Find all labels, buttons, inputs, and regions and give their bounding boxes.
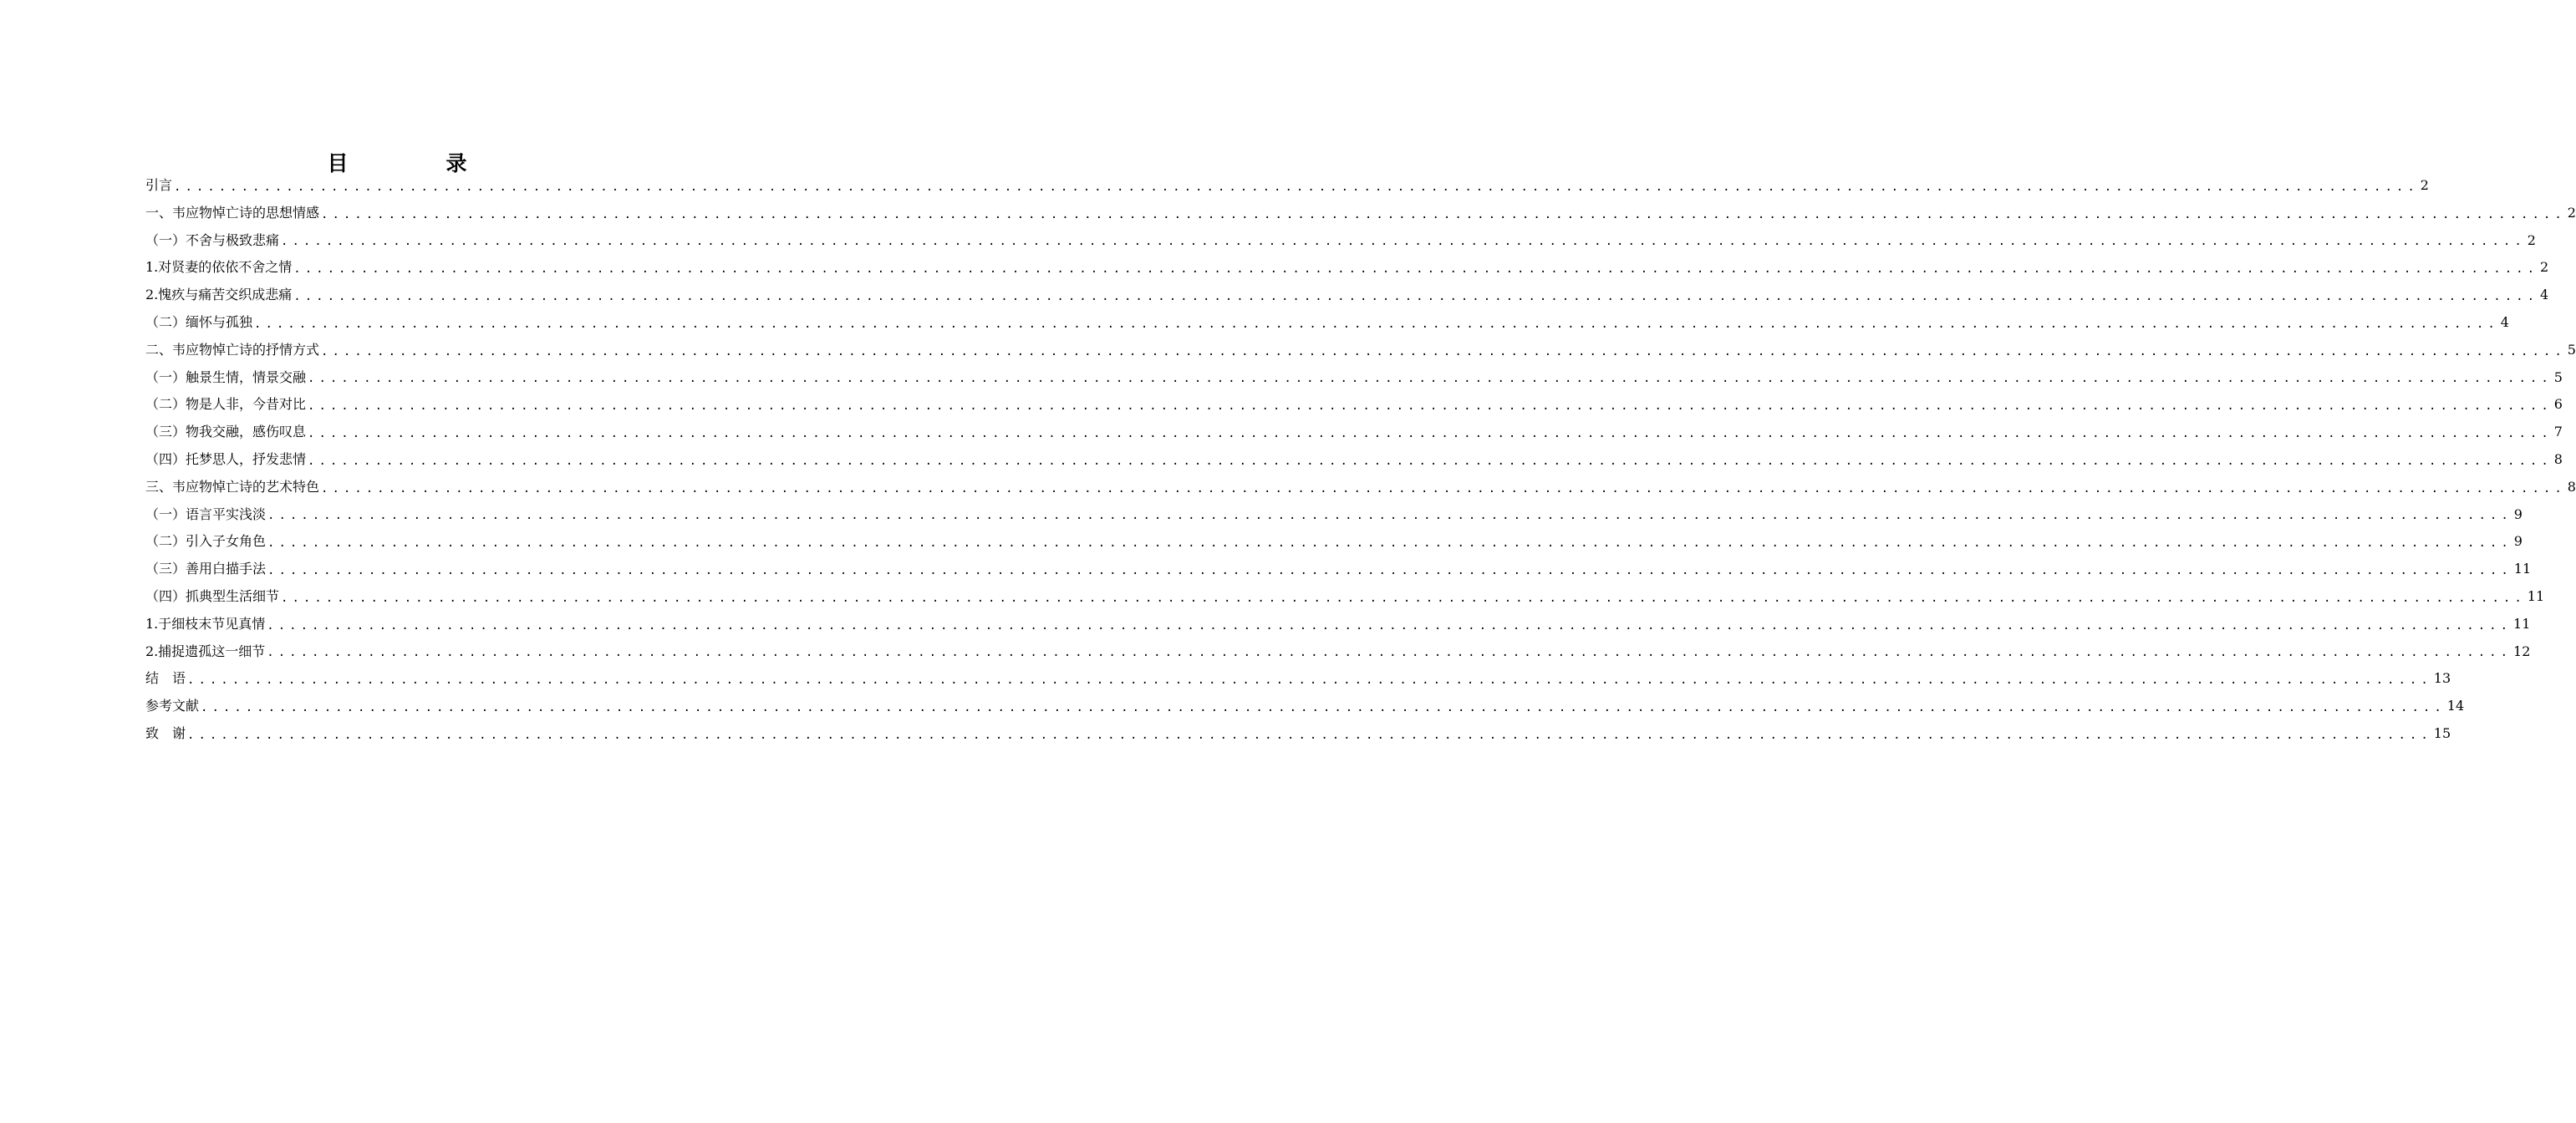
toc-dot-leader: ........................................................................................................................................................................................................ <box>281 235 2526 249</box>
toc-entry-page: 7 <box>2553 424 2563 440</box>
page-title: 目 录 <box>327 151 506 175</box>
toc-entry[interactable] <box>145 419 2563 446</box>
toc-entry[interactable] <box>145 611 2531 638</box>
toc-entry-page: 11 <box>2513 615 2531 632</box>
toc-entry-label: （一）触景生情，情景交融 <box>145 368 307 385</box>
toc-entry[interactable] <box>145 474 2576 501</box>
toc-dot-leader: ........................................................................................................................................................................................................ <box>321 481 2566 495</box>
toc-entry-label: 结 语 <box>145 670 186 687</box>
toc-entry-label: 参考文献 <box>145 698 200 714</box>
toc-entry[interactable] <box>145 309 2509 337</box>
toc-entry-page: 12 <box>2513 643 2531 659</box>
toc-entry-page: 6 <box>2553 396 2563 413</box>
toc-dot-leader: ........................................................................................................................................................................................................ <box>308 399 2553 414</box>
toc-entry-page: 15 <box>2433 724 2451 741</box>
toc-entry[interactable] <box>145 446 2563 474</box>
toc-dot-leader: ........................................................................................................................................................................................................ <box>308 372 2553 386</box>
toc-entry[interactable] <box>145 254 2549 282</box>
toc-dot-leader: ........................................................................................................................................................................................................ <box>267 618 2512 633</box>
toc-entry-label: 一、韦应物悼亡诗的思想情感 <box>145 204 320 221</box>
toc-entry-label: （二）引入子女角色 <box>145 533 267 550</box>
toc-entry-page: 5 <box>2567 341 2576 358</box>
toc-entry-page: 5 <box>2553 368 2563 385</box>
toc-entry-page: 2 <box>2527 231 2536 248</box>
toc-entry[interactable] <box>145 200 2576 227</box>
toc-dot-leader: ........................................................................................................................................................................................................ <box>254 317 2499 331</box>
toc-entry-label: 2.愧疚与痛苦交织成悲痛 <box>145 287 293 303</box>
table-of-contents <box>145 172 2576 748</box>
toc-entry[interactable] <box>145 501 2523 529</box>
toc-entry-page: 2 <box>2567 204 2576 221</box>
toc-entry-label: （三）善用白描手法 <box>145 561 267 577</box>
toc-entry-page: 8 <box>2567 478 2576 495</box>
toc-entry-label: （二）物是人非，今昔对比 <box>145 396 307 413</box>
toc-entry-label: （一）不舍与极致悲痛 <box>145 231 280 248</box>
toc-entry-label: （一）语言平实浅淡 <box>145 506 267 522</box>
toc-entry-label: 三、韦应物悼亡诗的艺术特色 <box>145 478 320 495</box>
toc-entry[interactable] <box>145 227 2536 255</box>
toc-entry[interactable] <box>145 556 2532 583</box>
toc-entry[interactable] <box>145 364 2563 392</box>
toc-entry-page: 2 <box>2540 259 2549 276</box>
toc-entry[interactable] <box>145 172 2429 200</box>
toc-dot-leader: ........................................................................................................................................................................................................ <box>321 344 2566 358</box>
toc-dot-leader: ........................................................................................................................................................................................................ <box>174 180 2419 194</box>
toc-dot-leader: ........................................................................................................................................................................................................ <box>267 646 2512 660</box>
toc-dot-leader: ........................................................................................................................................................................................................ <box>293 262 2539 277</box>
toc-dot-leader: ........................................................................................................................................................................................................ <box>293 289 2539 303</box>
toc-entry-page: 4 <box>2500 313 2509 330</box>
toc-entry[interactable] <box>145 583 2545 611</box>
toc-dot-leader: ........................................................................................................................................................................................................ <box>267 536 2512 551</box>
toc-entry[interactable] <box>145 528 2523 556</box>
toc-entry-label: 1.于细枝末节见真情 <box>145 615 266 632</box>
toc-entry-label: 2.捕捉遗孤这一细节 <box>145 643 266 659</box>
toc-dot-leader: ........................................................................................................................................................................................................ <box>308 454 2553 468</box>
toc-entry-page: 14 <box>2446 698 2465 714</box>
toc-dot-leader: ........................................................................................................................................................................................................ <box>187 673 2432 688</box>
toc-dot-leader: ........................................................................................................................................................................................................ <box>321 207 2566 221</box>
toc-dot-leader: ........................................................................................................................................................................................................ <box>308 426 2553 440</box>
toc-entry-page: 2 <box>2420 177 2429 193</box>
toc-entry-label: 二、韦应物悼亡诗的抒情方式 <box>145 341 320 358</box>
toc-entry-page: 11 <box>2527 587 2545 604</box>
toc-entry-page: 8 <box>2553 450 2563 467</box>
toc-entry-page: 4 <box>2540 287 2549 303</box>
toc-dot-leader: ........................................................................................................................................................................................................ <box>187 728 2432 742</box>
toc-entry-label: （四）抓典型生活细节 <box>145 587 280 604</box>
toc-entry-label: 1.对贤妻的依依不舍之情 <box>145 259 293 276</box>
toc-entry[interactable] <box>145 638 2531 666</box>
toc-entry[interactable] <box>145 665 2451 693</box>
toc-entry-page: 9 <box>2513 506 2523 522</box>
toc-entry[interactable] <box>145 337 2576 364</box>
toc-entry[interactable] <box>145 391 2563 419</box>
toc-dot-leader: ........................................................................................................................................................................................................ <box>267 509 2512 523</box>
toc-entry[interactable] <box>145 720 2451 748</box>
toc-entry-label: （二）缅怀与孤独 <box>145 313 253 330</box>
toc-entry-label: 致 谢 <box>145 724 186 741</box>
toc-entry-page: 9 <box>2513 533 2523 550</box>
toc-dot-leader: ........................................................................................................................................................................................................ <box>267 563 2512 577</box>
toc-entry[interactable] <box>145 693 2465 720</box>
toc-entry-page: 13 <box>2433 670 2451 687</box>
toc-entry-label: （三）物我交融，感伤叹息 <box>145 424 307 440</box>
toc-dot-leader: ........................................................................................................................................................................................................ <box>201 700 2446 714</box>
toc-entry-page: 11 <box>2513 561 2532 577</box>
toc-dot-leader: ........................................................................................................................................................................................................ <box>281 591 2526 605</box>
toc-entry[interactable] <box>145 282 2549 309</box>
toc-entry-label: （四）托梦思人，抒发悲情 <box>145 450 307 467</box>
toc-entry-label: 引言 <box>145 177 173 193</box>
